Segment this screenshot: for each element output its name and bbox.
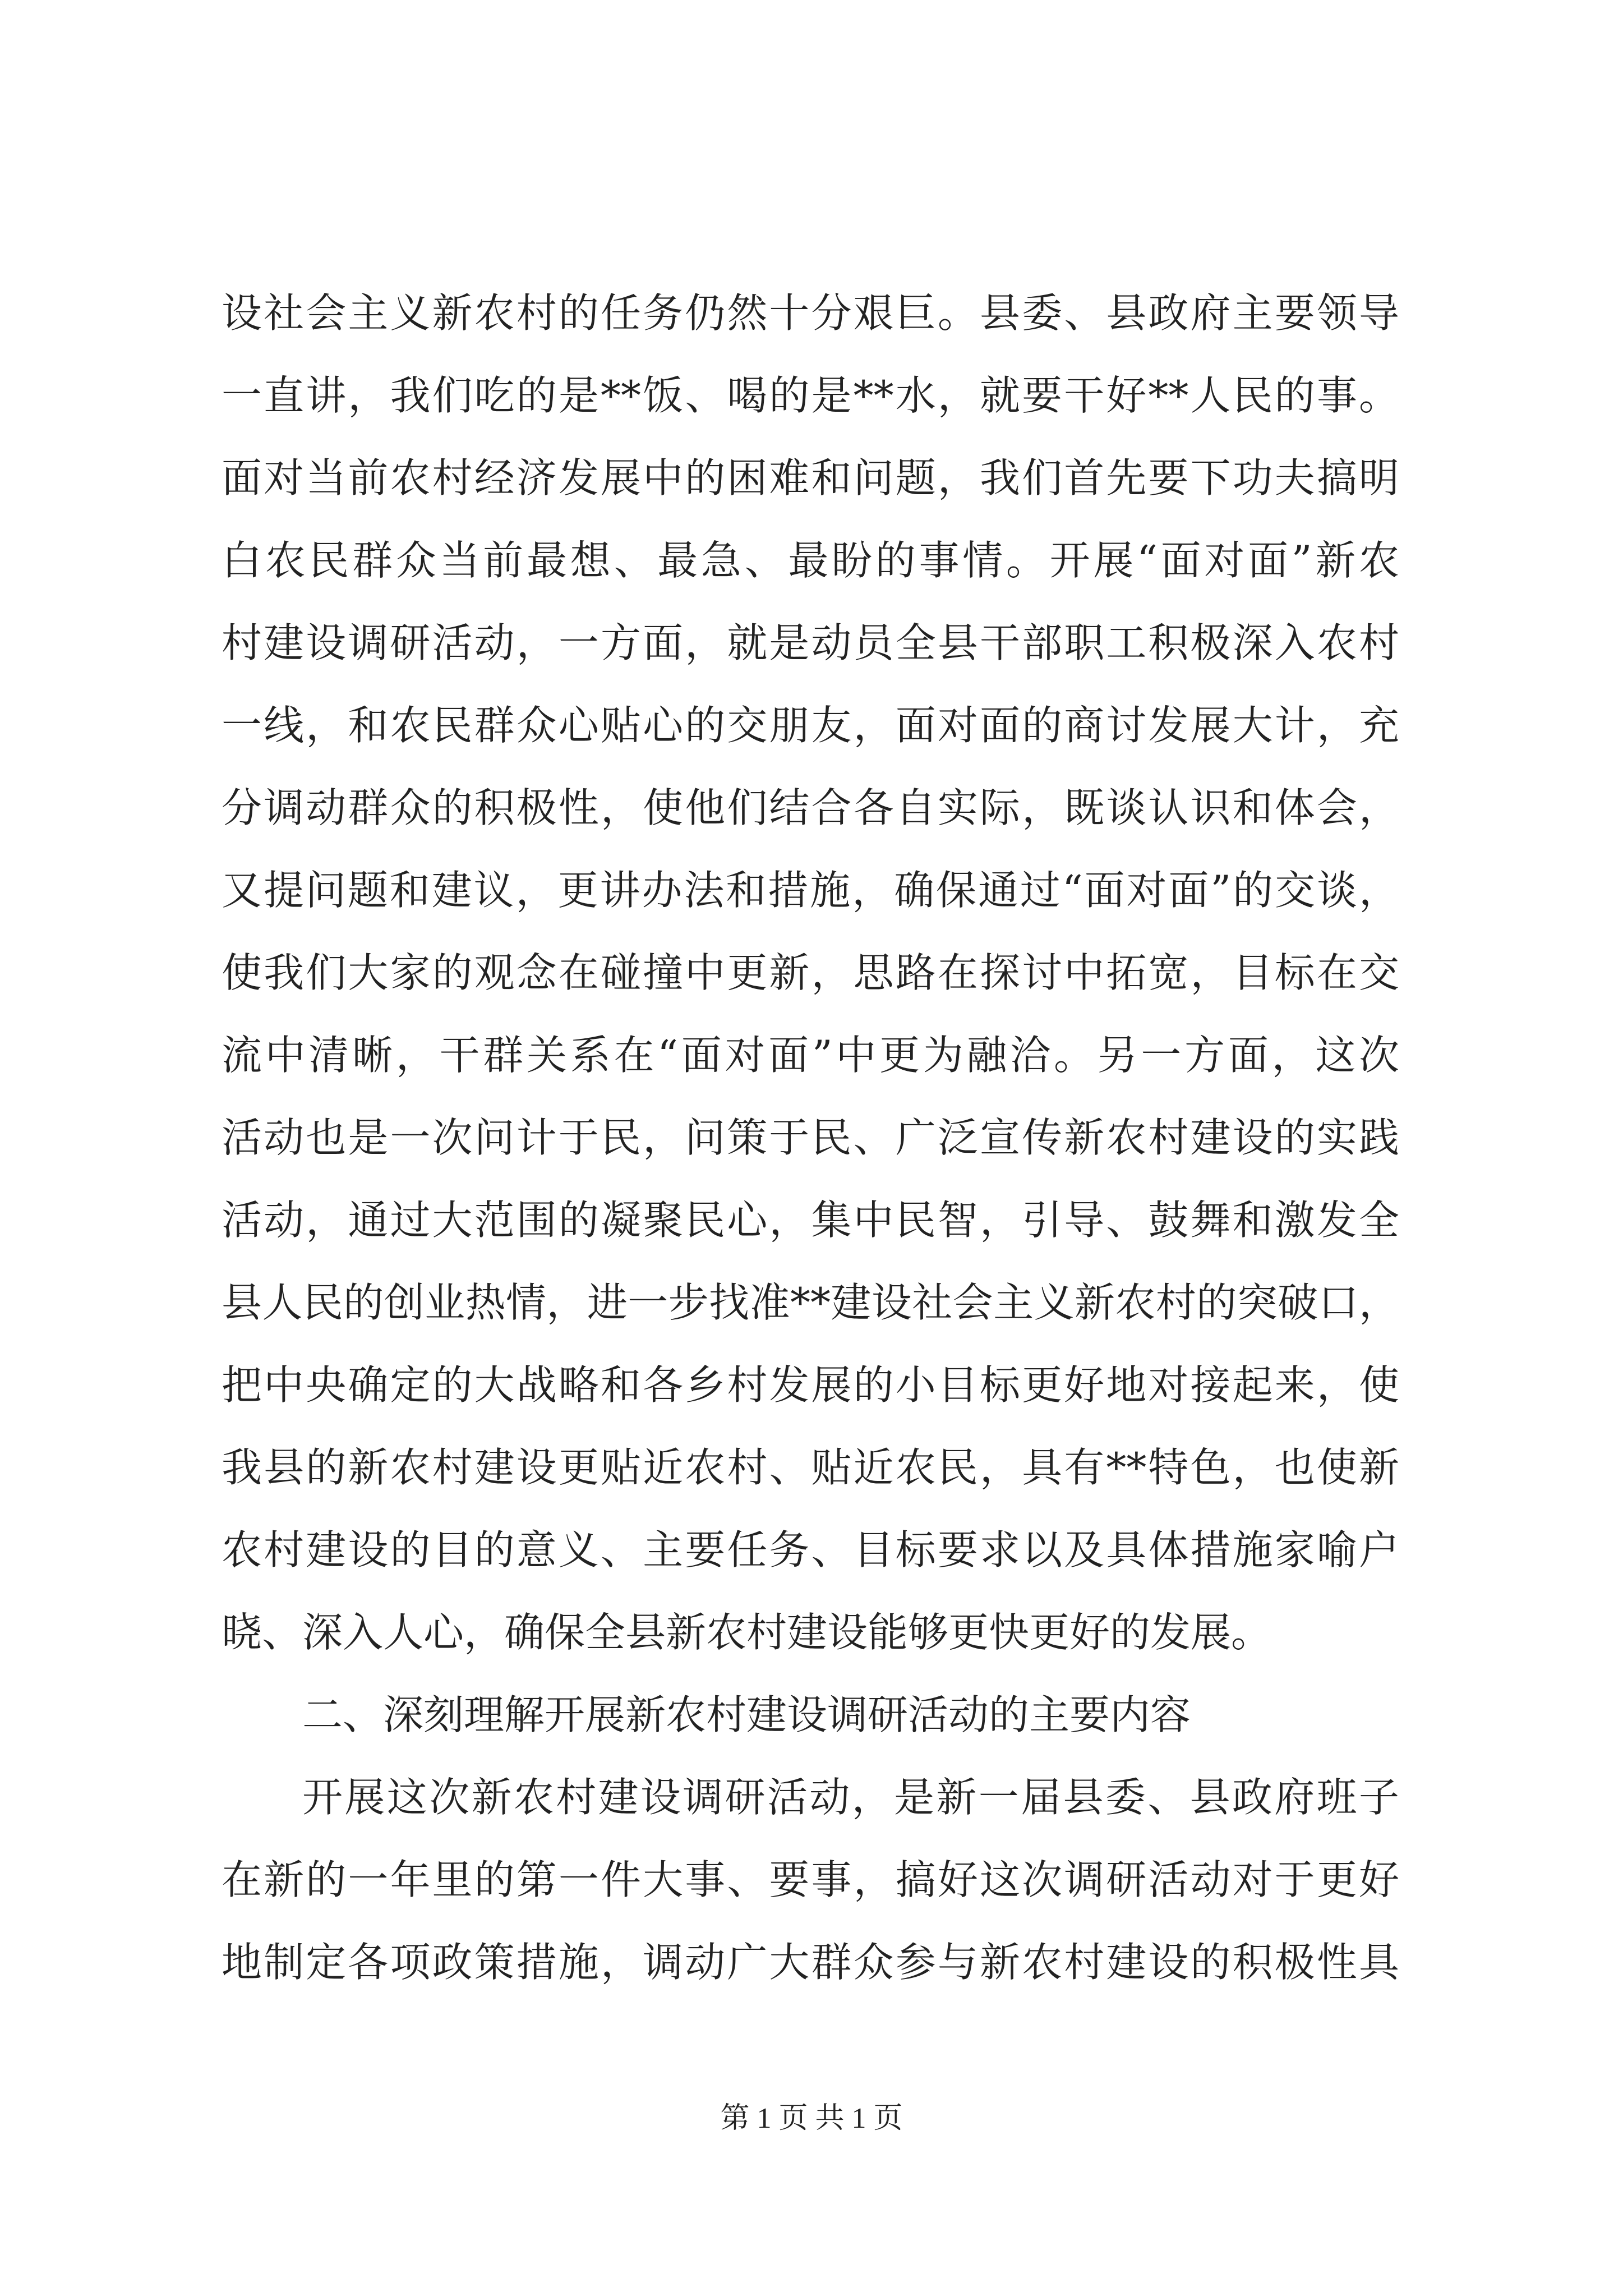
text-line: 一直讲，我们吃的是**饭、喝的是**水，就要干好**人民的事。 — [222, 372, 1399, 419]
text-line: 活动也是一次问计于民，问策于民、广泛宣传新农村建设的实践 — [222, 1114, 1399, 1161]
text-line: 设社会主义新农村的任务仍然十分艰巨。县委、县政府主要领导 — [222, 289, 1399, 337]
text-line: 晓、深入人心，确保全县新农村建设能够更快更好的发展。 — [222, 1609, 1272, 1656]
text-line: 开展这次新农村建设调研活动，是新一届县委、县政府班子 — [302, 1774, 1399, 1821]
text-line: 活动，通过大范围的凝聚民心，集中民智，引导、鼓舞和激发全 — [222, 1197, 1399, 1244]
section-heading: 二、深刻理解开展新农村建设调研活动的主要内容 — [302, 1691, 1191, 1738]
text-line: 流中清晰，干群关系在“面对面”中更为融洽。另一方面，这次 — [222, 1032, 1399, 1079]
text-line: 使我们大家的观念在碰撞中更新，思路在探讨中拓宽，目标在交 — [222, 949, 1399, 996]
text-line: 一线，和农民群众心贴心的交朋友，面对面的商讨发展大计，充 — [222, 702, 1399, 749]
text-line: 村建设调研活动，一方面，就是动员全县干部职工积极深入农村 — [222, 619, 1399, 666]
text-line: 分调动群众的积极性，使他们结合各自实际，既谈认识和体会， — [222, 784, 1399, 831]
text-line: 白农民群众当前最想、最急、最盼的事情。开展“面对面”新农 — [222, 537, 1399, 584]
body-text — [222, 272, 1399, 2004]
text-line: 又提问题和建议，更讲办法和措施，确保通过“面对面”的交谈， — [222, 867, 1399, 914]
text-line: 县人民的创业热情，进一步找准**建设社会主义新农村的突破口， — [222, 1279, 1399, 1326]
text-line: 在新的一年里的第一件大事、要事，搞好这次调研活动对于更好 — [222, 1856, 1399, 1903]
text-line: 地制定各项政策措施，调动广大群众参与新农村建设的积极性具 — [222, 1939, 1399, 1986]
text-line: 农村建设的目的意义、主要任务、目标要求以及具体措施家喻户 — [222, 1526, 1399, 1573]
text-line: 面对当前农村经济发展中的困难和问题，我们首先要下功夫搞明 — [222, 454, 1399, 501]
page-footer: 第 1 页 共 1 页 — [720, 2102, 903, 2134]
text-line: 我县的新农村建设更贴近农村、贴近农民，具有**特色，也使新 — [222, 1444, 1399, 1491]
text-line: 把中央确定的大战略和各乡村发展的小目标更好地对接起来，使 — [222, 1361, 1399, 1409]
